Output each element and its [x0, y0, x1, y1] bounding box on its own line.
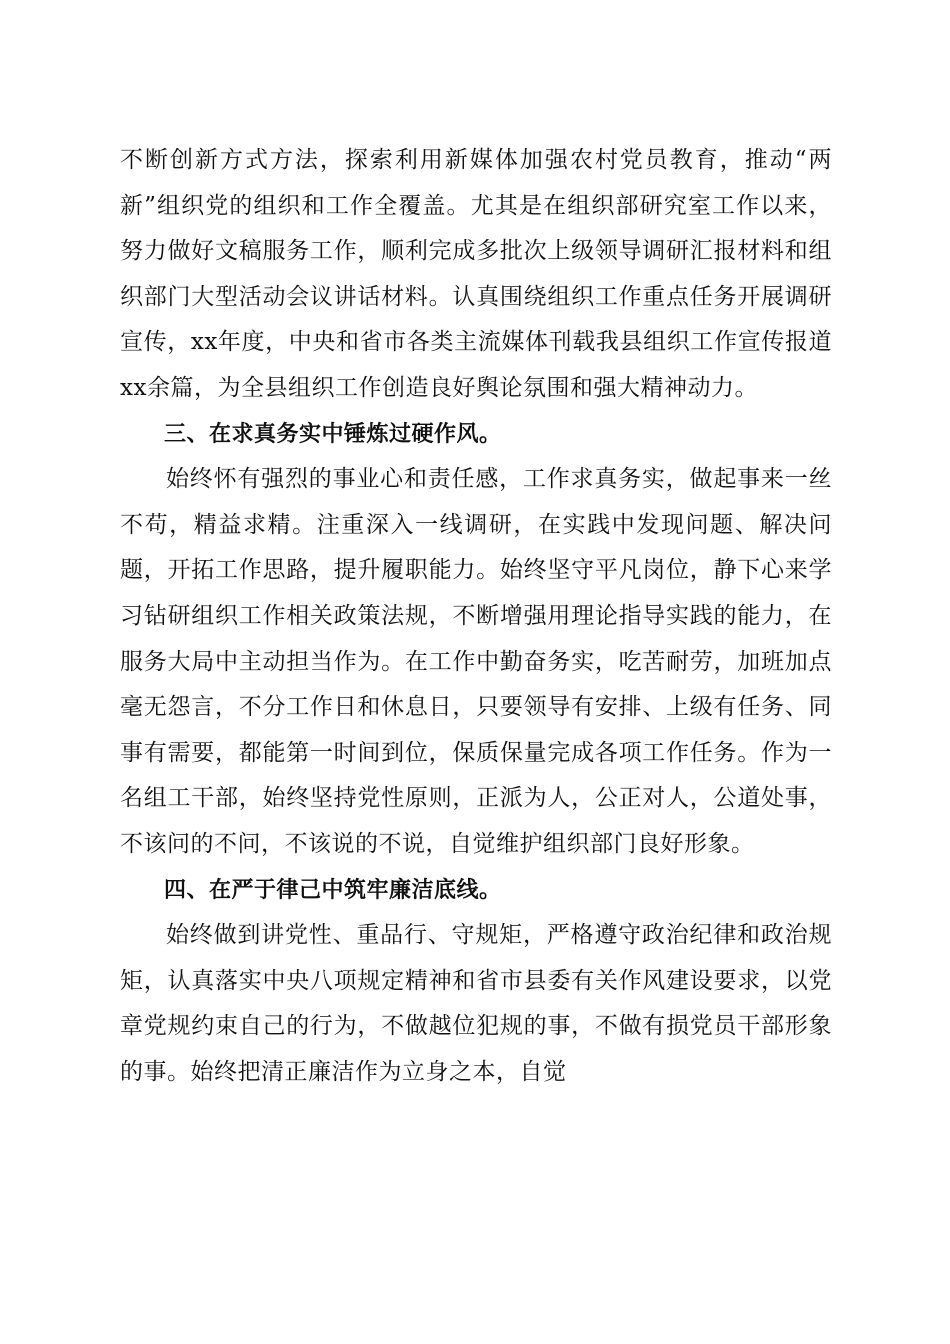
- document-body: [120, 138, 832, 1095]
- body-paragraph-3: 始终怀有强烈的事业心和责任感，工作求真务实，做起事来一丝不苟，精益求精。注重深入一线调研，在实践中发现问题、解决问题，开拓工作思路，提升履职能力。始终坚守平凡岗位，静下心来学习钻研组织工作相关政策法规，不断增强用理论指导实践的能力，在服务大局中主动担当作为。在工作中勤奋务实，吃苦耐劳，加班加点毫无怨言，不分工作日和休息日，只要领导有安排、上级有任务、同事有需要，都能第一时间到位，保质保量完成各项工作任务。作为一名组工干部，始终坚持党性原则，正派为人，公正对人，公道处事，不该问的不问，不该说的不说，自觉维护组织部门良好形象。: [120, 466, 832, 857]
- section-heading-4: 四、在严于律己中筑牢廉洁底线。: [164, 877, 502, 903]
- body-paragraph-continued: 不断创新方式方法，探索利用新媒体加强农村党员教育，推动“两新”组织党的组织和工作全覆盖。尤其是在组织部研究室工作以来，努力做好文稿服务工作，顺利完成多批次上级领导调研汇报材料和组织部门大型活动会议讲话材料。认真围绕组织工作重点任务开展调研宣传，xx年度，中央和省市各类主流媒体刊载我县组织工作宣传报道xx余篇，为全县组织工作创造良好舆论氛围和强大精神动力。: [120, 147, 832, 401]
- section-heading-3: 三、在求真务实中锤炼过硬作风。: [164, 421, 502, 447]
- body-paragraph-4: 始终做到讲党性、重品行、守规矩，严格遵守政治纪律和政治规矩，认真落实中央八项规定精神和省市县委有关作风建设要求，以党章党规约束自己的行为，不做越位犯规的事，不做有损党员干部形象的事。始终把清正廉洁作为立身之本，自觉: [120, 922, 832, 1085]
